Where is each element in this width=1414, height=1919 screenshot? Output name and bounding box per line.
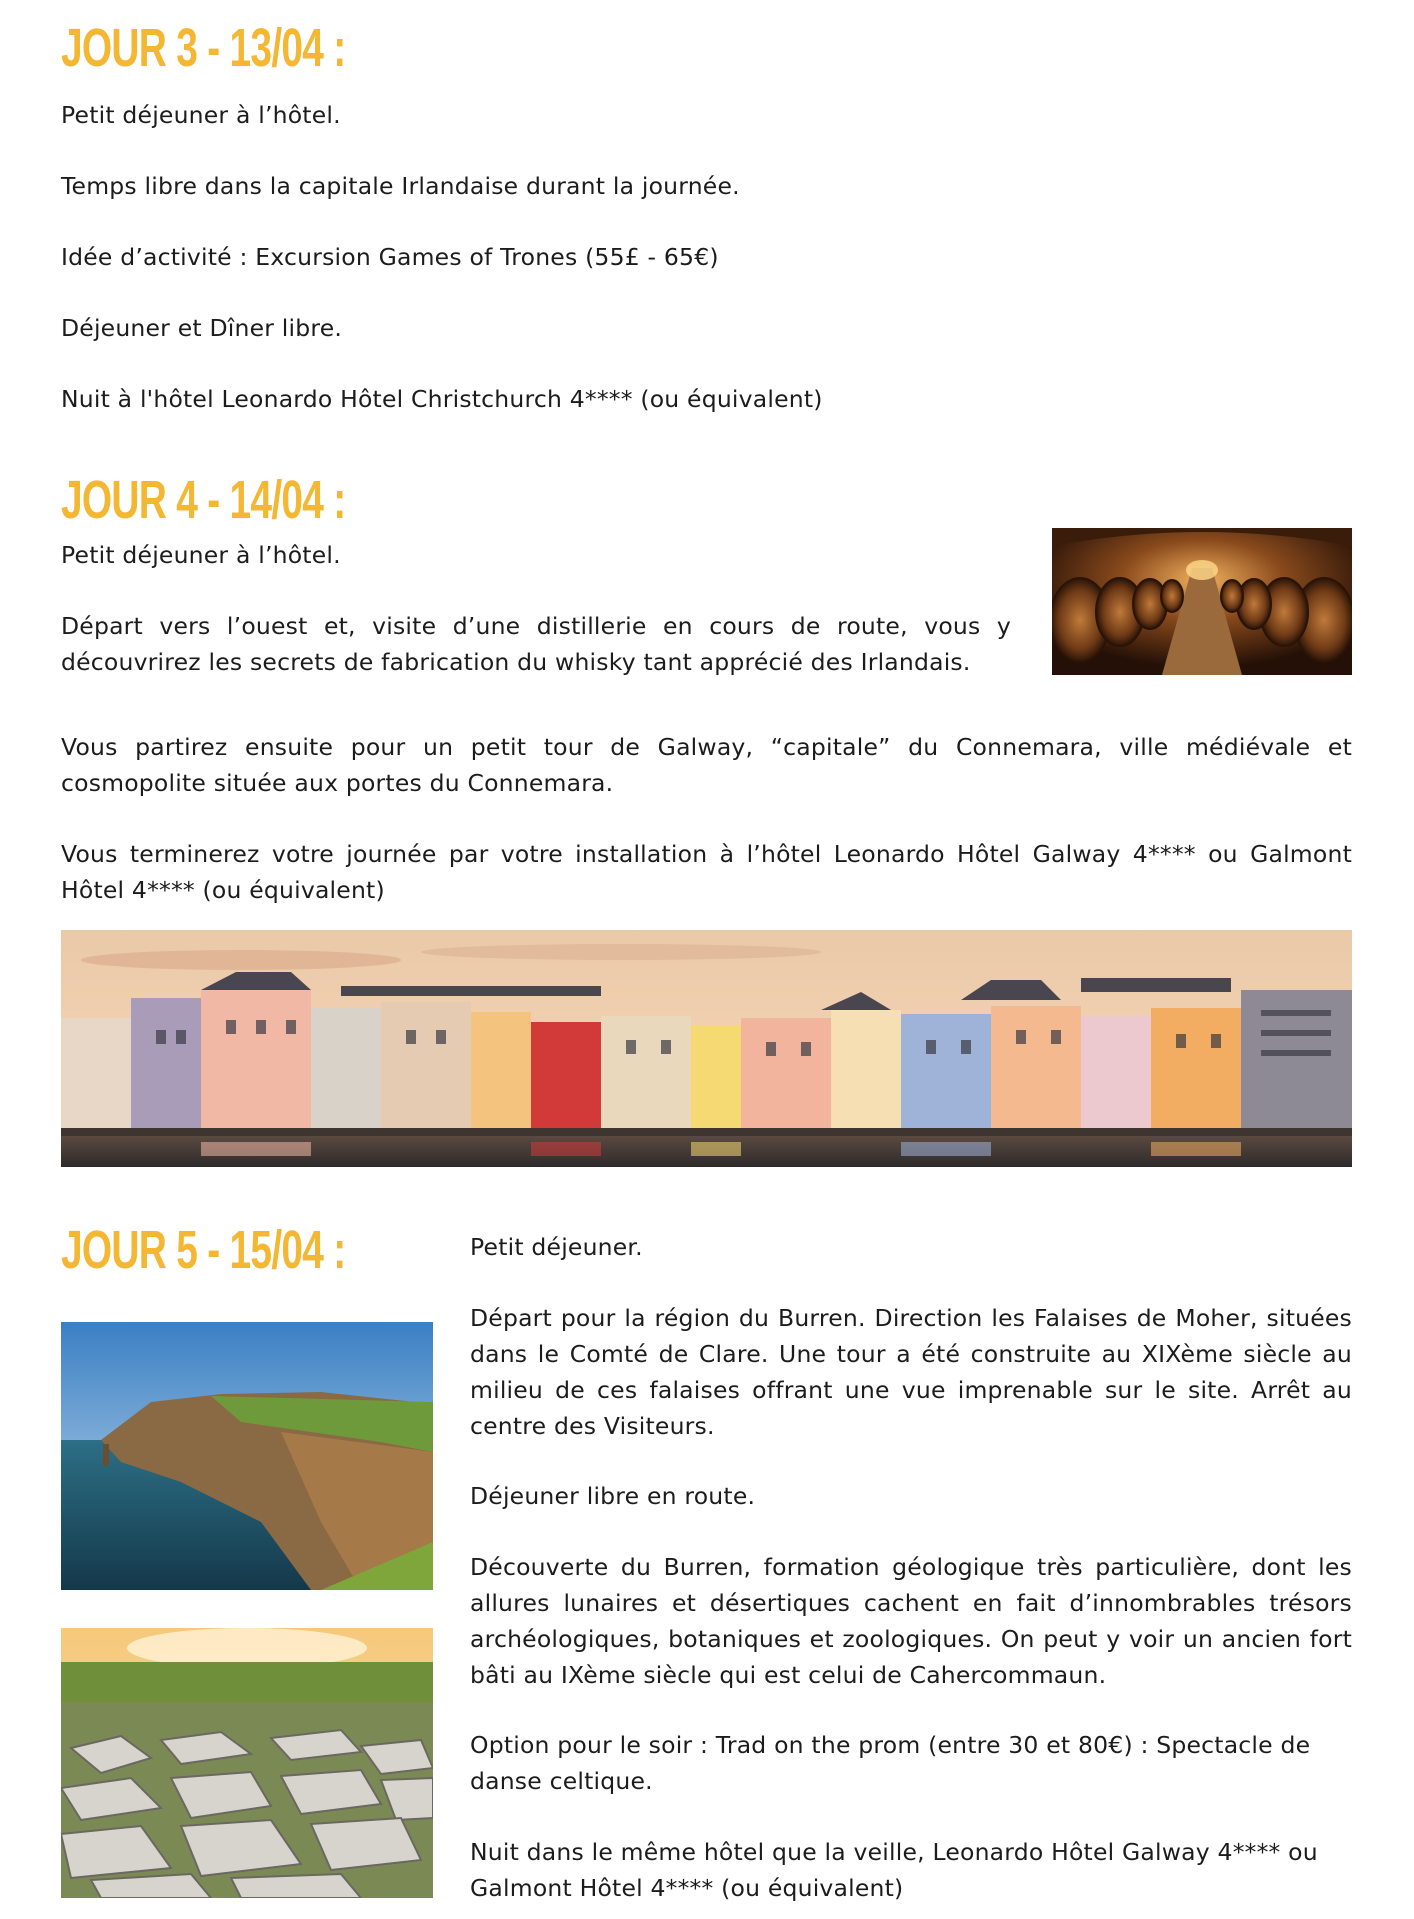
day3-paragraph: Idée d’activité : Excursion Games of Trones (55£ - 65€) [61, 243, 719, 271]
day5-paragraph: Déjeuner libre en route. [470, 1482, 756, 1510]
whisky-barrels-photo [1052, 528, 1352, 675]
galway-waterfront-photo [61, 930, 1352, 1167]
day5-paragraph: Départ pour la région du Burren. Direction les Falaises de Moher, situées dans le Comté de Clare. Une tour a été construite au XIXème siècle au milieu de ces falaises offrant une vue imprenable sur le site. Arrêt au centre des Visiteurs. [470, 1304, 1352, 1440]
day5-paragraph: Option pour le soir : Trad on the prom (entre 30 et 80€) : Spectacle de danse celtique. [470, 1731, 1311, 1795]
day4-paragraph: Petit déjeuner à l’hôtel. [61, 541, 341, 569]
day3-paragraph: Nuit à l'hôtel Leonardo Hôtel Christchurch 4**** (ou équivalent) [61, 385, 823, 413]
day4-paragraph: Vous partirez ensuite pour un petit tour de Galway, “capitale” du Connemara, ville médiévale et cosmopolite située aux portes du Connemara. [61, 733, 1352, 797]
day4-title: JOUR 4 - 14/04 : [61, 470, 346, 530]
day4-paragraph: Départ vers l’ouest et, visite d’une distillerie en cours de route, vous y découvrirez les secrets de fabrication du whisky tant apprécié des Irlandais. [61, 612, 1011, 676]
day5-title: JOUR 5 - 15/04 : [61, 1220, 346, 1280]
day5-paragraph: Découverte du Burren, formation géologique très particulière, dont les allures lunaires et désertiques cachent en fait d’innombrables trésors archéologiques, botaniques et zoologiques. On peut y voir un ancien fort bâti au IXème siècle qui est celui de Cahercommaun. [470, 1553, 1352, 1689]
day5-paragraph: Nuit dans le même hôtel que la veille, Leonardo Hôtel Galway 4**** ou Galmont Hôtel 4**** (ou équivalent) [470, 1838, 1318, 1902]
day3-paragraph: Déjeuner et Dîner libre. [61, 314, 343, 342]
day3-title: JOUR 3 - 13/04 : [61, 18, 346, 78]
day5-paragraph: Petit déjeuner. [470, 1233, 643, 1261]
burren-landscape-photo [61, 1628, 433, 1898]
day3-paragraph: Temps libre dans la capitale Irlandaise durant la journée. [61, 172, 740, 200]
cliffs-of-moher-photo [61, 1322, 433, 1590]
day4-paragraph: Vous terminerez votre journée par votre installation à l’hôtel Leonardo Hôtel Galway 4**** ou Galmont Hôtel 4**** (ou équivalent) [61, 840, 1352, 904]
day3-paragraph: Petit déjeuner à l’hôtel. [61, 101, 341, 129]
